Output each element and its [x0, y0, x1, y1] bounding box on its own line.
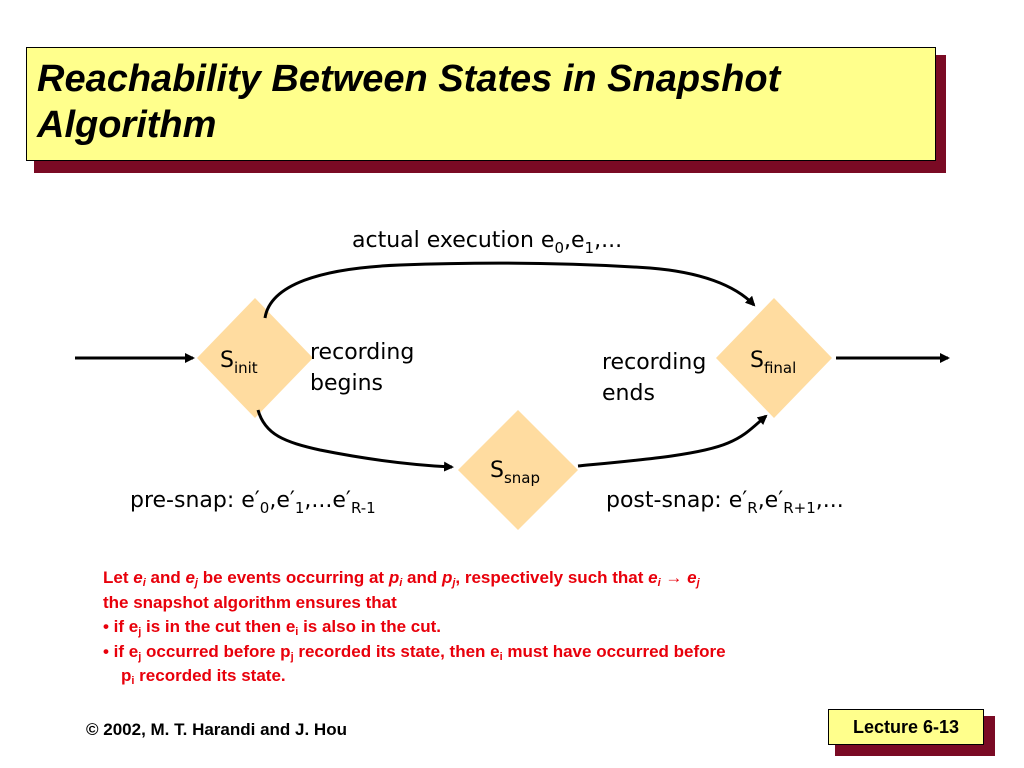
note-line-5: $p_i$ recorded its state.: [121, 666, 286, 687]
s-init-diamond: [197, 298, 313, 418]
slide-title-line1: Reachability Between States in Snapshot: [37, 58, 781, 100]
post-snap-label: post-snap: $e'_R,e'_{R+1}$,...: [606, 488, 844, 517]
lecture-badge: Lecture 6-13: [828, 709, 984, 745]
s-snap-label: $S_{snap}$: [490, 458, 541, 487]
note-line-1: Let $e_i$ and $e_j$ be events occurring at $p_i$ and $p_j$, respectively such that $e_i \to e_j$: [103, 568, 700, 589]
note-line-2: the snapshot algorithm ensures that: [103, 592, 397, 612]
recording-begins-line2: begins: [310, 371, 383, 396]
recording-ends-line1: recording: [602, 350, 707, 375]
copyright: © 2002, M. T. Harandi and J. Hou: [86, 720, 347, 739]
s-final-label: $S_{final}$: [750, 348, 797, 377]
s-final-diamond: [716, 298, 832, 418]
recording-begins-line1: recording: [310, 340, 415, 365]
recording-ends-line2: ends: [602, 381, 655, 406]
note-line-3: • if $e_j$ is in the cut then $e_i$ is also in the cut.: [103, 617, 441, 638]
arrow-icon: →: [660, 568, 688, 587]
note-line-4: • if $e_j$ occurred before $p_j$ recorded its state, then $e_i$ must have occurred before: [103, 641, 726, 663]
s-init-label: $S_{init}$: [220, 348, 258, 377]
notes: [103, 566, 963, 689]
post-snap-arrow: [578, 416, 766, 466]
actual-execution-arrow: [265, 263, 754, 318]
slide-title-line2: Algorithm: [37, 104, 217, 146]
pre-snap-label: pre-snap: $e'_0,e'_1,...e'_{R-1}$: [130, 488, 376, 517]
pre-snap-arrow: [258, 410, 452, 467]
actual-execution-label: actual execution $e_0,e_1$,...: [352, 228, 623, 257]
